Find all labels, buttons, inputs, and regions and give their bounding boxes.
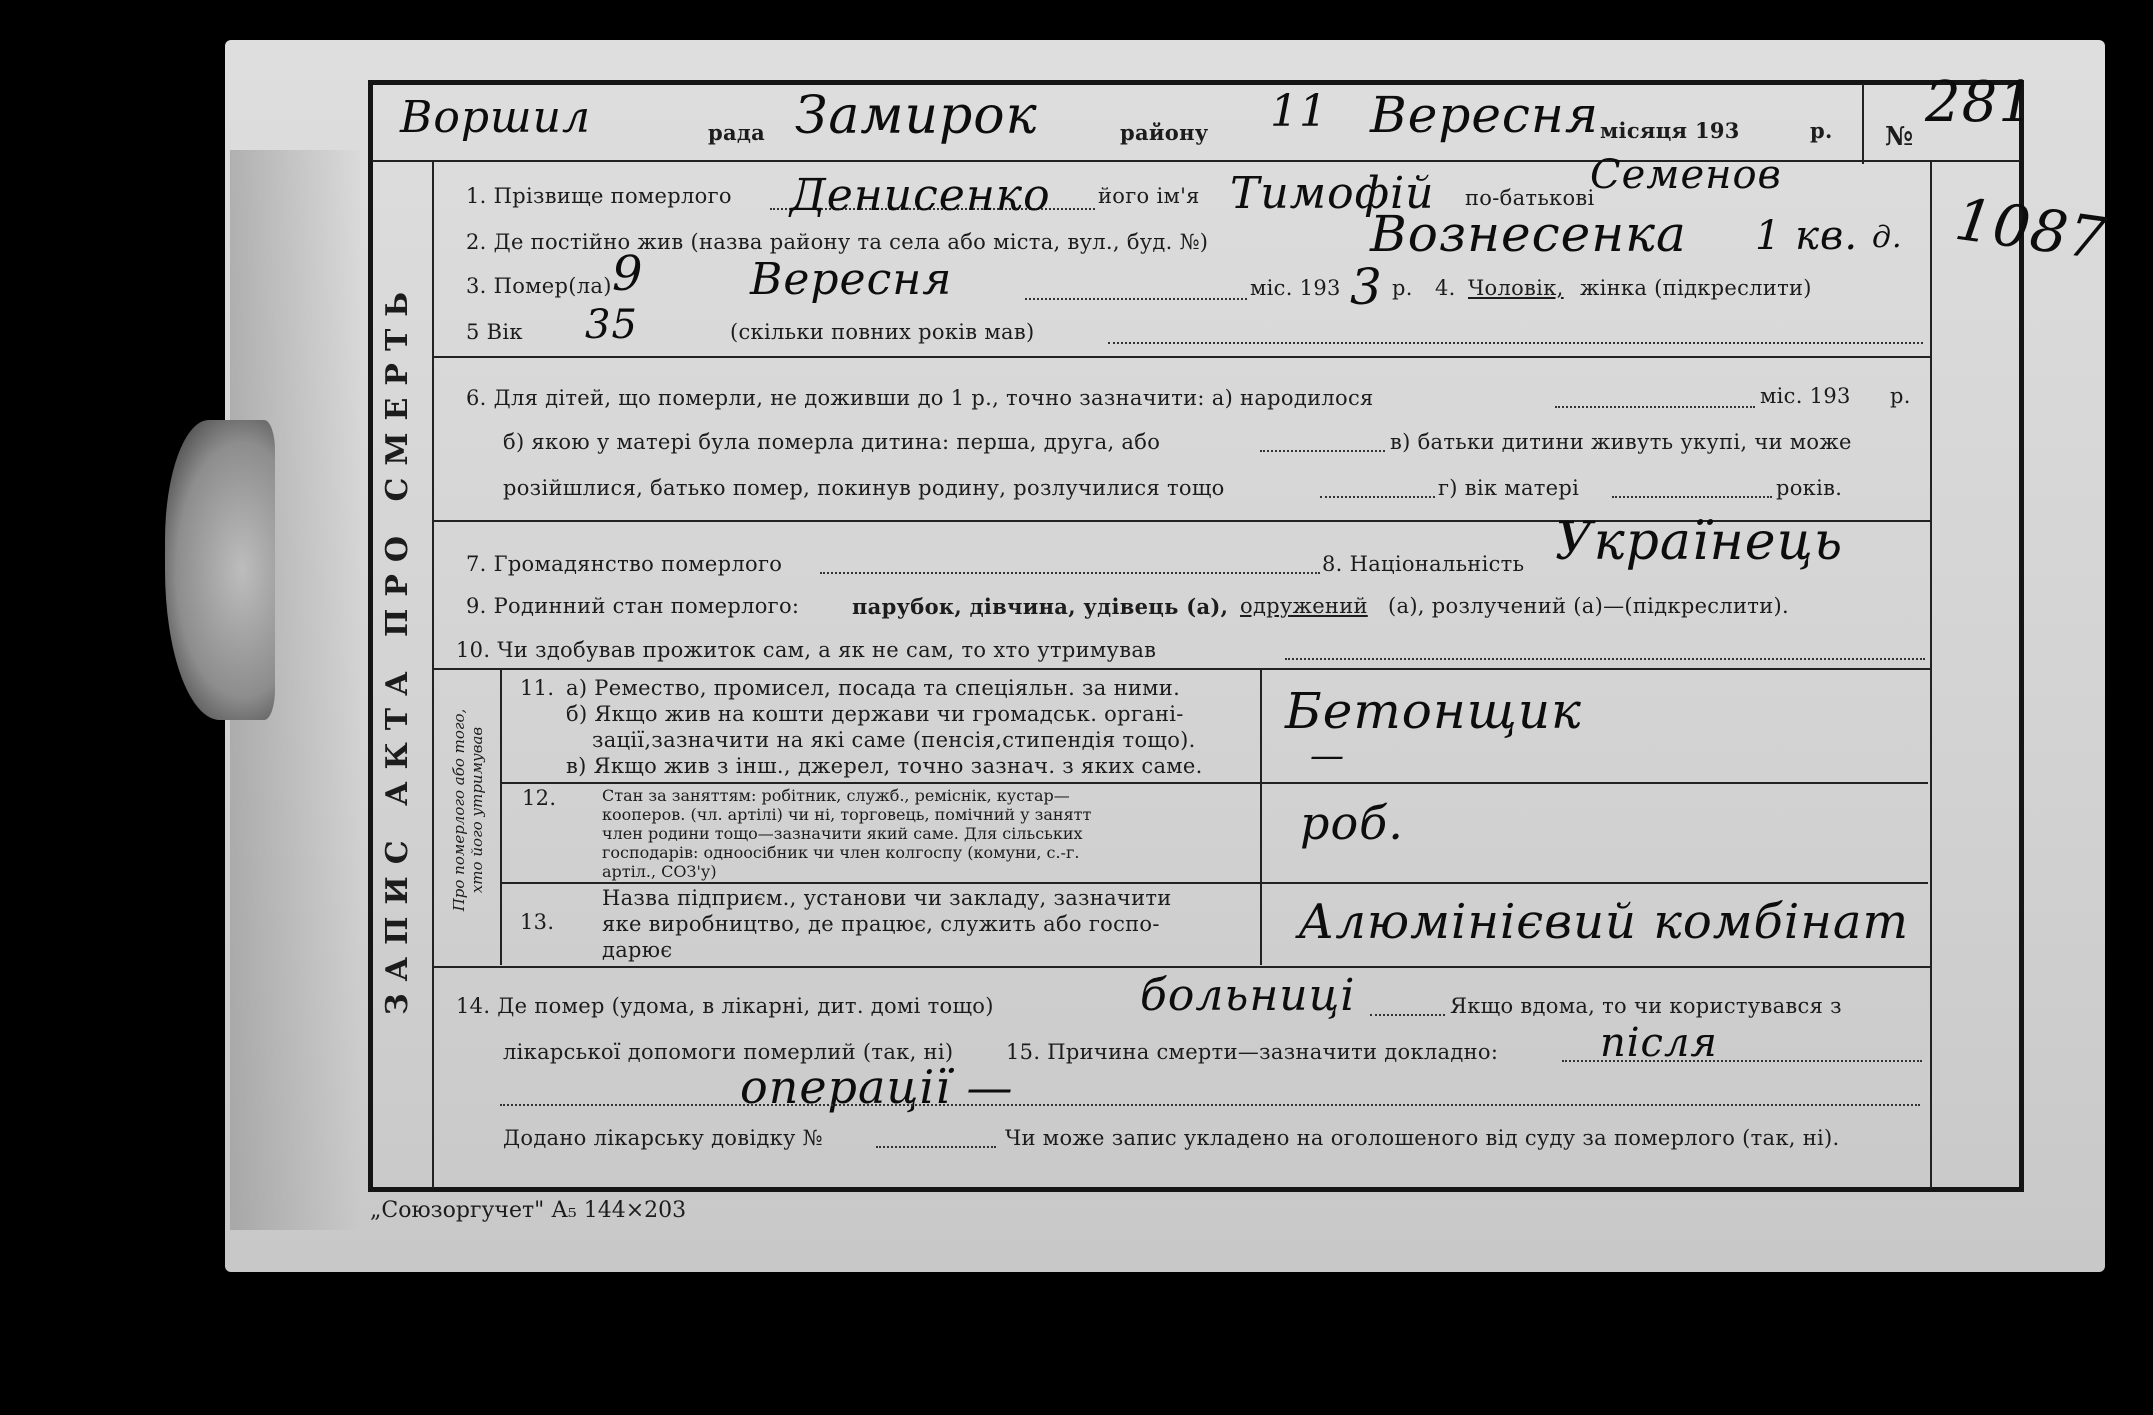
r1-name-label: його ім'я (1098, 184, 1200, 208)
r11-b1: б) Якщо жив на кошти держави чи громадськ. органі- (566, 702, 1184, 726)
side-subtitle-line1: Про померлого або того, (450, 708, 468, 912)
rule-after-13 (434, 966, 1930, 968)
district-handwritten: Замирок (795, 86, 1038, 146)
r2-value-c: д. (1872, 220, 1903, 255)
r12-num: 12. (522, 786, 557, 810)
r11-a: а) Ремество, промисел, посада та спеціяльн. за ними. (566, 676, 1181, 700)
r13-t2: яке виробництво, де працює, служить або госпо- (602, 912, 1160, 936)
r13-t1: Назва підприєм., установи чи закладу, зазначити (602, 886, 1172, 910)
r3-mis: міс. 193 (1250, 276, 1341, 300)
r5-dots (1108, 342, 1923, 344)
r2-value: Вознесенка (1370, 205, 1687, 263)
r6-line2a: б) якою у матері була померла дитина: перша, друга, або (503, 430, 1161, 454)
r6-line3c: років. (1776, 476, 1843, 500)
rule-after-10 (434, 668, 1930, 670)
r13-t3: дарює (602, 938, 673, 962)
r5-label: 5 Вік (466, 320, 523, 344)
r11-num: 11. (520, 676, 555, 700)
r1-label: 1. Прізвище померлого (466, 184, 732, 208)
r6-dots-parents (1320, 496, 1435, 498)
margin-note: 1087 (1951, 184, 2111, 274)
r10-label: 10. Чи здобував прожиток сам, а як не сам, то хто утримував (456, 638, 1157, 662)
r15-value2: операції — (740, 1060, 1014, 1114)
r15-a: лікарської допомоги померлий (так, ні) (503, 1040, 954, 1064)
r6-dots-mother-age (1612, 496, 1772, 498)
r13-num: 13. (520, 910, 555, 934)
label-year-r: р. (1810, 118, 1833, 143)
r3-dots (1025, 298, 1247, 300)
side-subtitle (450, 680, 486, 940)
r2-value-b: 1 кв. (1755, 213, 1859, 259)
r1-patronymic: Семенов (1590, 152, 1782, 198)
r6-r: р. (1890, 384, 1911, 408)
r4-rest: жінка (підкреслити) (1580, 276, 1812, 300)
r3-r: р. (1392, 276, 1413, 300)
r6-line3a: розійшлися, батько помер, покинув родину, розлучилися тощо (503, 476, 1225, 500)
value-column-divider (1260, 670, 1262, 965)
label-rada: рада (708, 120, 766, 145)
rule-after-5 (434, 356, 1930, 358)
r3-label: 3. Помер(ла) (466, 274, 612, 298)
r11-c: в) Якщо жив з інш., джерел, точно зазнач. з яких саме. (566, 754, 1203, 778)
r10-dots (1285, 658, 1925, 660)
side-title: ЗАПИС АКТА ПРО СМЕРТЬ (380, 279, 415, 1015)
r1-name: Тимофій (1230, 168, 1435, 219)
council-handwritten: Воршил (400, 92, 592, 143)
month-handwritten: Вересня (1370, 86, 1599, 144)
r7-dots (820, 572, 1320, 574)
r5-rest: (скільки повних років мав) (730, 320, 1035, 344)
r3-month: Вересня (750, 254, 953, 305)
r6-mis: міс. 193 (1760, 384, 1851, 408)
r2-label: 2. Де постійно жив (назва району та села або міста, вул., буд. №) (466, 230, 1209, 254)
side-subtitle-line2: хто його утримував (468, 726, 486, 894)
r5-value: 35 (585, 302, 638, 348)
number-handwritten: 281 (1925, 70, 2035, 135)
r15-b: 15. Причина смерти—зазначити докладно: (1006, 1040, 1499, 1064)
r9-c: (а), розлучений (а)—(підкреслити). (1388, 594, 1789, 618)
rule-after-11 (502, 782, 1928, 784)
r15-dots-2 (500, 1104, 1920, 1106)
label-number: № (1885, 122, 1914, 152)
r15-value: після (1600, 1020, 1718, 1066)
r6-line2b: в) батьки дитини живуть укупі, чи може (1390, 430, 1852, 454)
side-column-divider (432, 162, 434, 1188)
r4-male: Чоловік, (1468, 276, 1564, 300)
r13-value: Алюмінієвий комбінат (1298, 894, 1909, 950)
torn-paper-edge (165, 420, 275, 720)
r4-label: 4. (1435, 276, 1456, 300)
printer-imprint: „Союзоргучет" А₅ 144×203 (370, 1198, 687, 1223)
r6-dots-order (1260, 450, 1385, 452)
r6-line1: 6. Для дітей, що померли, не доживши до 1 р., точно зазначити: а) народилося (466, 386, 1374, 410)
foot-dots (876, 1146, 996, 1148)
r1-surname: Денисенко (790, 170, 1051, 221)
day-handwritten: 11 (1270, 86, 1328, 137)
r6-line3b: г) вік матері (1438, 476, 1580, 500)
r7-label: 7. Громадянство померлого (466, 552, 783, 576)
r6-dots-born (1555, 406, 1755, 408)
r12-t1: Стан за заняттям: робітник, служб., реміснік, кустар— (602, 786, 1070, 805)
label-raionu: району (1120, 120, 1209, 145)
foot-a: Додано лікарську довідку № (503, 1126, 823, 1150)
r9-b: парубок, дівчина, удівець (а), (852, 594, 1229, 619)
r12-t3: член родини тощо—зазначити який саме. Для сільських (602, 824, 1083, 843)
r3-year: 3 (1350, 258, 1383, 316)
foot-b: Чи може запис укладено на оголошеного від суду за померлого (так, ні). (1005, 1126, 1840, 1150)
r9-a: 9. Родинний стан померлого: (466, 594, 800, 618)
r14-rest: Якщо вдома, то чи користувався з (1450, 994, 1842, 1018)
r12-t5: артіл., СОЗ'у) (602, 862, 717, 881)
r12-t4: господарів: одноосібник чи член колгоспу (комуни, с.-г. (602, 843, 1080, 862)
r11-dash: — (1310, 736, 1345, 776)
number-divider (1862, 84, 1864, 164)
r3-day: 9 (612, 246, 644, 302)
r14-value: больниці (1140, 970, 1356, 1021)
r12-t2: кооперов. (чл. артілі) чи ні, торговець, помічний у занятт (602, 805, 1092, 824)
r12-value: роб. (1300, 796, 1404, 850)
sub-column-divider (500, 670, 502, 965)
r9-married: одружений (1240, 594, 1368, 618)
label-month-year: місяця 193 (1600, 118, 1740, 143)
r11-value: Бетонщик (1285, 682, 1582, 740)
r14-dots (1370, 1014, 1445, 1016)
r14-label: 14. Де помер (удома, в лікарні, дит. домі тощо) (456, 994, 994, 1018)
r11-b2: зації,зазначити на які саме (пенсія,стипендія тощо). (592, 728, 1196, 752)
rule-after-12 (502, 882, 1928, 884)
right-margin-divider (1930, 162, 1932, 1188)
r1-patr-label: по-батькові (1465, 186, 1595, 210)
r8-label: 8. Національність (1322, 552, 1525, 576)
r8-value: Українець (1555, 512, 1844, 572)
